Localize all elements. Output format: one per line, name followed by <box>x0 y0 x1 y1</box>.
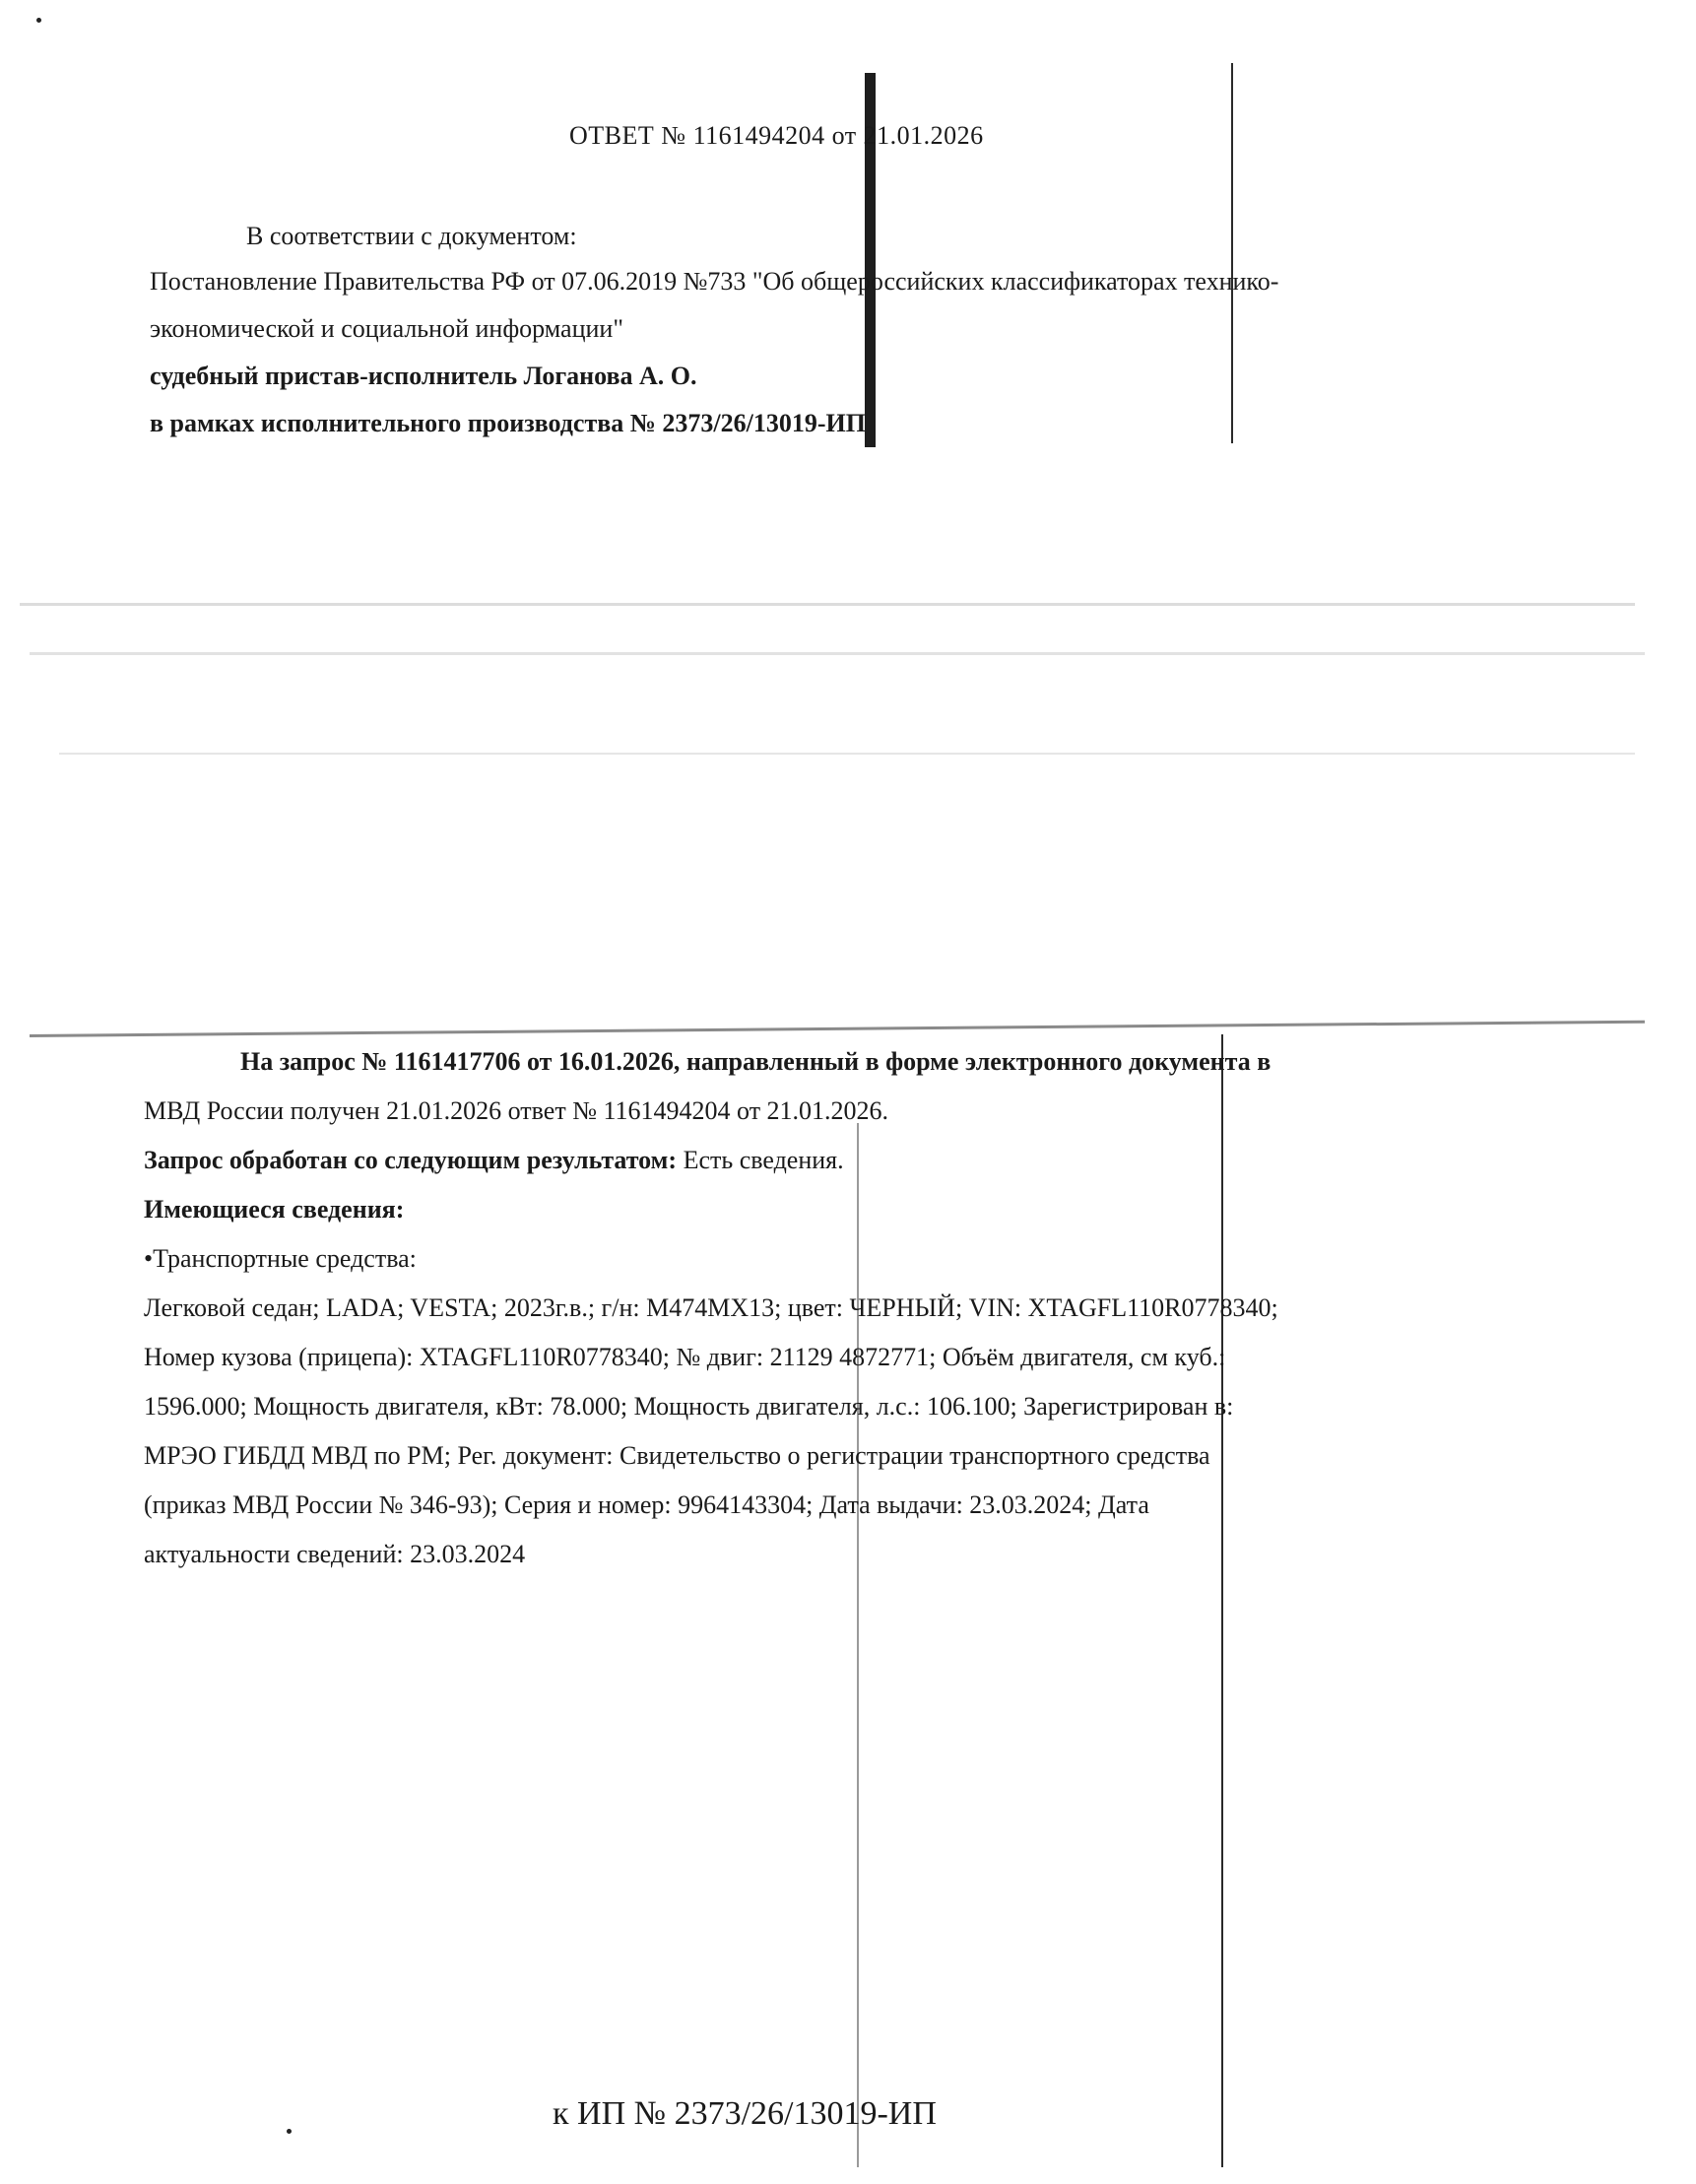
vehicle-detail-line: Легковой седан; LADA; VESTA; 2023г.в.; г/н: М474МХ13; цвет: ЧЕРНЫЙ; VIN: XTAGFL110R0778340; <box>144 1293 1278 1322</box>
vehicle-detail-line: МРЭО ГИБДД МВД по РМ; Рег. документ: Свидетельство о регистрации транспортного средства <box>144 1441 1210 1470</box>
case-reference-footer: к ИП № 2373/26/13019-ИП <box>553 2095 937 2132</box>
request-line: На запрос № 1161417706 от 16.01.2026, направленный в форме электронного документа в <box>240 1047 1272 1076</box>
scan-smudge-line-2 <box>30 652 1645 655</box>
enforcement-proceeding-line: в рамках исполнительного производства № 2373/26/13019-ИП <box>150 409 866 437</box>
received-line: МВД России получен 21.01.2026 ответ № 1161494204 от 21.01.2026. <box>144 1096 889 1125</box>
info-heading: Имеющиеся сведения: <box>144 1195 405 1224</box>
scan-speck <box>287 2129 292 2134</box>
result-label: Запрос обработан со следующим результатом: <box>144 1146 678 1174</box>
vehicle-detail-line: (приказ МВД России № 346-93); Серия и номер: 9964143304; Дата выдачи: 23.03.2024; Дата <box>144 1490 1149 1519</box>
bailiff-line: судебный пристав-исполнитель Логанова А. О. <box>150 362 697 390</box>
vehicle-detail-line: актуальности сведений: 23.03.2024 <box>144 1540 526 1568</box>
basis-heading: В соответствии с документом: <box>246 222 577 250</box>
page-separator-line <box>30 1021 1645 1037</box>
scan-speck <box>36 18 41 23</box>
vehicle-detail-line: Номер кузова (прицепа): XTAGFL110R0778340; № двиг: 21129 4872771; Объём двигателя, см куб.: <box>144 1343 1226 1371</box>
result-line <box>144 1145 844 1176</box>
vehicles-label: •Транспортные средства: <box>144 1244 417 1273</box>
basis-document-line: Постановление Правительства РФ от 07.06.2019 №733 "Об общероссийских классификаторах технико- <box>150 267 1279 296</box>
vehicle-detail-line: 1596.000; Мощность двигателя, кВт: 78.000; Мощность двигателя, л.с.: 106.100; Зарегистрирован в: <box>144 1392 1234 1421</box>
scan-streak <box>857 1123 859 2167</box>
scan-fold-line-bottom <box>1221 1034 1223 2167</box>
scan-smudge-line-3 <box>59 753 1635 755</box>
result-value: Есть сведения. <box>683 1146 844 1174</box>
basis-document-line: экономической и социальной информации" <box>150 314 623 343</box>
response-title: ОТВЕТ № 1161494204 от 21.01.2026 <box>569 121 984 150</box>
scan-smudge-line-1 <box>20 603 1635 606</box>
scan-fold-line-top <box>1231 63 1233 443</box>
